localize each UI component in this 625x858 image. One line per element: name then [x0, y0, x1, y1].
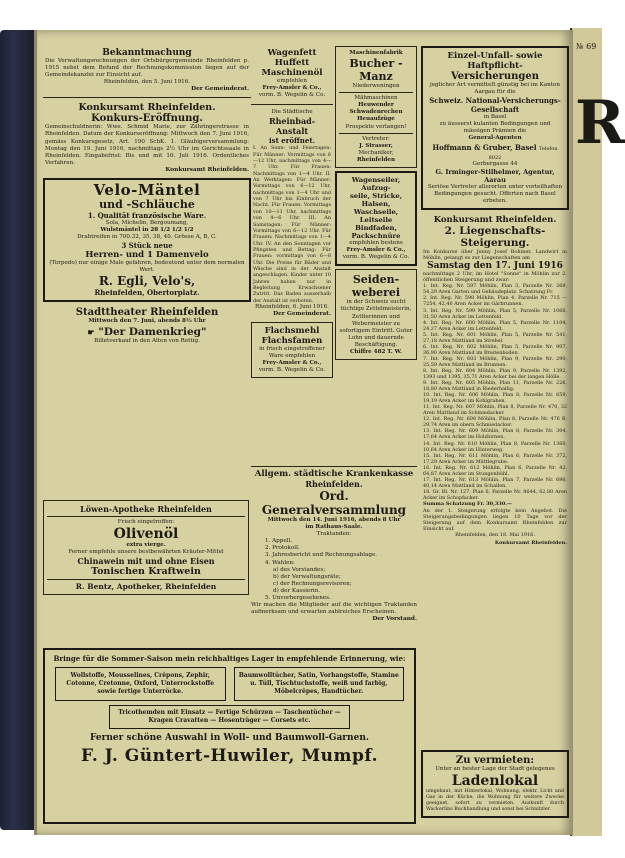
einzelunfall-text2: zu äusserst kulanten Bedingungen und mässigen Prämien die — [439, 121, 551, 135]
loewen-apotheke-advertisement — [43, 500, 249, 598]
bekanntmachung-notice — [43, 46, 251, 94]
bucher-item2: Schwadenrechen — [349, 109, 403, 116]
einzelunfall-company: Schweiz. National-Versicherungs-Gesellschaft — [429, 96, 561, 115]
bucher-name: Bucher - Manz — [349, 57, 403, 84]
agenda-item: 1. Appell. — [265, 538, 292, 545]
rheinbad-text: I. An Sonn- und Feiertagen: Für Männer: Vormittags von 6—12 Uhr, nachmittags von 4—7 Uhr. Für Frauen: Nachmittags von 1—4 Uhr. II. An Werktagen: Für Männer: Vormittags von 6—12 Uhr, nachmittags von 1—4 Uhr und von 7 Uhr bis Einbruch der Nacht. Für Frauen: Vormittags von 10—11 Uhr, nachmittags von 4—6 Uhr. III. An Samstagen: Für Männer: Vormittags von 6—12 Uhr. Für Frauen: Nachmittags von 1—4 Uhr. IV. An den Sonntagen vor Pfingsten und Bettag: Für Frauen: vormittags von 6—8 Uhr. Die Preise für Bäder und Wäsche sind in der Anstalt angeschlagen. Kinder unter 10 Jahren haben nur in Begleitung Erwachsener Zutritt. Das Baden ausserhalb der Anstalt ist verboten. — [253, 145, 331, 304]
bucher-agent-place: Rheinfelden — [356, 156, 396, 163]
rheinbad-date: Rheinfelden, 6. Juni 1916. — [255, 303, 329, 310]
bucher-manz-advertisement — [335, 46, 417, 168]
next-page-number: № 69 — [576, 42, 597, 51]
krankenkasse-note: Wir machen die Mitglieder auf die wichtigen Traktanden aufmerksam und erwarten zahlreiches Erscheinen. — [251, 602, 417, 616]
flachsmehl-company2: vorm. B. Wegelin & Co. — [258, 367, 326, 374]
liegenschaft-item: 16. Int. Reg. Nr. 612 Möhlin, Plan 6, Parzelle Nr. 42, 64,87 Aren Acker im Stungenbühl. — [423, 464, 567, 477]
loewen-title: Löwen-Apotheke Rheinfelden — [80, 504, 212, 514]
velo-herren-damen: Herren- und 1 Damenvelo — [85, 250, 209, 261]
velo-shop: R. Egli, Velo's, — [98, 274, 196, 289]
konkurs-text: Gemeinschuldnerin: Wwe. Schmid Marie, zur Zähringerstrasse in Rheinfelden. Datum der Konkurseröffnung: Mittwoch den 7. Juni 1916, gemäss Konkursgesetz, Art. 190 SchK. 1. Gläubigerversammlung: Montag den 19. Juni 1916, nachmittags 2½ Uhr im Gerichtssaale in Rheinfelden. Eingabefrist: Bis und mit 10. Juli 1916. Ordentliches Verfahren. — [45, 124, 249, 166]
bucher-agent-job: Mechaniker, — [358, 149, 394, 156]
vermieten-advertisement — [421, 750, 569, 821]
wagenseile-company: Frey-Amsler & Co., — [346, 247, 406, 254]
flachsmehl-text: in frisch eingetroffener Ware empfehlen — [259, 346, 325, 360]
agenda-item: a) des Vorstandes; — [273, 566, 326, 573]
einzelunfall-phone: Telefon 8022 — [488, 145, 558, 161]
einzelunfall-title2: Versicherungen — [450, 71, 540, 82]
liegenschaft-total — [423, 501, 567, 508]
bucher-place: Niederweningen — [352, 83, 400, 90]
notice-signature: Der Gemeinderat. — [191, 86, 249, 93]
notice-date: Rheinfelden, den 5. Juni 1916. — [103, 79, 191, 86]
notice-title: Bekanntmachung — [102, 48, 192, 58]
velo-title: Velo-Mäntel — [93, 180, 201, 199]
bucher-title: Maschinenfabrik — [349, 50, 403, 56]
liegenschaft-item: 8. Int. Reg. Nr. 604 Möhlin, Plan 9, Parzelle Nr. 1392, 1393 und 1395, 35,71 Aren Acker bei der langen Hölle. — [423, 367, 567, 381]
guentert-right-text: Baumwolltücher, Satin, Vorhangstoffe, Stamine u. Tüll, Tischtuchstoffe, weiß und farbig, Möbelcrêpes, Handtücher. — [238, 672, 399, 695]
column-2 — [251, 46, 333, 381]
krankenkasse-notice — [251, 464, 417, 622]
notice-text: Die Verwaltungsrechnungen der Ortsbürgergemeinde Rheinfelden p. 1915 nebst dem Befund der Rechnungskommission liegen auf der Gemeindekanzlei zur Einsicht auf. — [45, 58, 249, 79]
stadttheater-advertisement — [43, 305, 251, 346]
krankenkasse-location: im Rathaus-Saale. — [305, 524, 363, 531]
konkurs-eroeffnung-notice — [43, 100, 251, 175]
vermieten-title: Zu vermieten: — [455, 755, 535, 766]
seidenweberei-title2: weberei — [351, 286, 401, 300]
guentert-right-box — [234, 667, 405, 701]
guentert-left-box — [55, 667, 226, 701]
velo-brands: Sola, Michelin, Bergoumang, — [105, 219, 189, 226]
agenda-item: 3. Jahresbericht und Rechnungsablage. — [265, 552, 378, 559]
velo-stueck: 3 Stück neue — [121, 241, 173, 251]
loewen-sub: Frisch eingetroffen: — [117, 519, 175, 525]
liegenschaft-item: 13. Int. Reg. Nr. 609 Möhlin, Plan 8, Parzelle Nr. 304, 17,64 Aren Acker im Holzbirnen. — [423, 428, 567, 441]
column-3 — [335, 46, 417, 363]
column-1 — [43, 46, 251, 350]
einzelunfall-agent-name: Hoffmann & Gruber, Basel — [432, 142, 537, 152]
liegenschaft-header: Konkursamt Rheinfelden. — [433, 214, 557, 225]
loewen-chinawein: Chinawein mit und ohne Eisen — [77, 556, 215, 567]
agenda-item: c) der Rechnungsrevisoren; — [273, 580, 352, 587]
wagenseile-text2: seile, Stricke, Halsen, — [349, 192, 403, 209]
next-page-masthead-letter: R — [575, 88, 625, 158]
liegenschaft-date-place: Rheinfelden, den 18. Mai 1916. — [455, 532, 535, 539]
velo-advertisement — [43, 178, 251, 302]
wagenseile-advertisement — [335, 171, 417, 266]
stadttheater-play — [45, 326, 249, 338]
velo-sizes: Wulstmäntel in 28 1/2 1/2 1/2 — [100, 227, 194, 234]
loewen-quality: extra vierge. — [126, 542, 166, 549]
liegenschaft-item: 6. Int. Reg. Nr. 602 Möhlin, Plan 5, Parzelle Nr. 907, 36,90 Aren Mattland im Breitenboden. — [423, 343, 567, 356]
rheinbad-intro: Die Städtische — [271, 109, 313, 116]
krankenkasse-title: Allgem. städtische Krankenkasse — [254, 469, 414, 479]
seidenweberei-contact: Chiffre 482 T. W. — [349, 348, 402, 355]
krankenkasse-event: Ord. Generalversammlung — [261, 489, 407, 517]
velo-quality: 1. Qualität französische Ware. — [87, 210, 207, 220]
stadttheater-note: Billetverkauf in den Alten von Rettig. — [94, 337, 200, 344]
loewen-text: Ferner empfehle unsere bestbewährten Kräuter-Mittel — [68, 549, 224, 556]
krankenkasse-signature: Der Vorstand. — [372, 616, 417, 623]
wagenseile-text4: Leitseile — [359, 216, 393, 225]
vermieten-sub: Unter an bester Lage der Stadt gelegenes — [435, 766, 555, 772]
vermieten-main: Ladenlokal — [451, 773, 539, 790]
wagenseile-text5: Bindfaden, Packschnüre — [351, 224, 401, 241]
liegenschaft-item: 5. Int. Reg. Nr. 601 Möhlin, Plan 5, Parzelle Nr. 541, 27,18 Aren Mattland im Strebel. — [423, 331, 567, 344]
flachsmehl-title1: Flachsmehl — [264, 326, 320, 337]
krankenkasse-date: Mittwoch den 14. Juni 1916, abends 8 Uhr — [267, 517, 401, 523]
liegenschaft-item: 10. Int. Reg. Nr. 606 Möhlin, Plan 8, Parzelle Nr. 659, 19,19 Aren Acker im Kohlgraben. — [423, 392, 567, 405]
guentert-company: F. J. Güntert-Huwiler, Mumpf. — [80, 746, 379, 766]
einzelunfall-subagent: G. Irminger-Stilhelmer, Agentur, Aarau — [435, 167, 555, 184]
bucher-note: Prospekte verlangen! — [345, 123, 407, 130]
liegenschaft-item: 12. Int. Reg. Nr. 608 Möhlin, Plan 8, Parzelle Nr. 476 B, 29,74 Aren im obern Schmiedacker. — [423, 416, 567, 429]
liegenschaft-total-label: Summa Schatzung — [423, 501, 476, 507]
liegenschaft-item: 11. Int. Reg. Nr. 607 Möhlin, Plan 8, Parzelle Nr. 470, 32 Aren Mattland im Schmiedacker. — [423, 404, 567, 417]
liegenschaft-item: 17. Int. Reg. Nr. 613 Möhlin, Plan 7, Parzelle Nr. 696, 40,14 Aren Mattland im Schallen. — [423, 476, 567, 489]
wagenfett-title3: Maschinenöl — [261, 68, 323, 78]
guentert-more: Ferner schöne Auswahl in Woll- und Baumwoll-Garnen. — [90, 733, 369, 743]
guentert-left-text: Wollstoffe, Mousselines, Crêpons, Zephir, Cotonne, Cretonne, Oxford, Unterrockstoffe sowie fertige Unterröcke. — [66, 672, 215, 695]
liegenschaft-item: 1. Int. Reg. Nr. 597 Möhlin, Plan 3, Parzelle Nr. 269, 54,29 Aren Garten und Gebäudeplatz. Schatzung Fr. — [423, 283, 567, 296]
velo-subtitle: und -Schläuche — [99, 197, 195, 211]
book-spine — [0, 30, 34, 830]
liegenschaft-date-detail: nachmittags 2 Uhr, im Hotel "Sonne" in Möhlin zur 2. öffentlichen Steigerung und zwar: — [423, 271, 567, 284]
rheinbad-notice — [251, 107, 333, 319]
konkurs-subtitle: Konkurs-Eröffnung. — [91, 113, 203, 125]
wagenseile-company2: vorm. B. Wegelin & Co. — [342, 254, 410, 261]
wagenfett-title2: Huffett — [274, 58, 310, 68]
liegenschaft-notice — [421, 213, 569, 548]
wagenfett-advertisement — [251, 46, 333, 101]
einzelunfall-note: Seriöse Vertreter allerorten unter vorteilhaften Bedingungen gesucht. Offerten nach Basel erbeten. — [427, 183, 563, 204]
liegenschaft-item: 2. Int. Reg. Nr. 598 Möhlin, Plan 4, Parzelle Nr. 715 — 7254, 42,40 Aren Acker im Gärbrunnen. — [423, 295, 567, 308]
wagenfett-title1: Wagenfett — [267, 48, 317, 58]
krankenkasse-agenda-list — [251, 538, 417, 602]
agenda-item: d) der Kassierin. — [273, 587, 321, 594]
stadttheater-date: Mittwoch den 7. Juni, abends 8½ Uhr — [88, 318, 206, 325]
stadttheater-play-title: "Der Damenkrieg" — [98, 325, 207, 338]
velo-torpedo: (Torpedo) nur einige Male gefahren, bedeutend unter dem normalen Wert. — [49, 260, 245, 274]
seidenweberei-title: Seiden- — [352, 273, 400, 287]
konkurs-signature: Konkursamt Rheinfelden. — [165, 166, 249, 173]
rheinbad-title: Rheinbad-Anstalt — [268, 116, 316, 137]
krankenkasse-title2: Rheinfelden. — [305, 479, 363, 489]
liegenschaft-signature: Konkursamt Rheinfelden. — [494, 539, 567, 546]
agenda-item: 2. Protokoll. — [265, 545, 300, 552]
agenda-item: b) der Verwaltungsräte; — [273, 573, 341, 580]
guentert-advertisement — [43, 648, 416, 824]
wagenseile-text1: Wagenseiler, Aufzug- — [351, 176, 401, 193]
liegenschaft-footer: An der 1. Steigerung erfolgte kein Angebot. Die Steigerungsbedingungen liegen 10 Tage vor der Steigerung auf dem Konkursamt Rheinfelden zur Einsicht auf. — [423, 508, 567, 533]
wagenfett-company2: vorm. B. Wegelin & Co. — [258, 92, 326, 99]
agenda-item: 4. Wahlen: — [265, 559, 295, 566]
liegenschaft-intro: Im Konkurse über Jenny Josef Bohmer, Landwirt in Möhlin, gelangt es zur Liegenschaften am — [423, 248, 567, 262]
liegenschaft-item: 18. Gr. Bl. Nr. 127, Plan 6, Parzelle Nr. 8644, 62,80 Aren Acker im Schopfacker. — [423, 488, 567, 501]
agenda-item: 5. Unvorhergesehenes. — [265, 595, 331, 602]
liegenschaft-item: 14. Int. Reg. Nr. 610 Möhlin, Plan 8, Parzelle Nr. 1360, 10,64 Aren Acker im Hinterweg. — [423, 440, 567, 453]
liegenschaft-title: 2. Liegenschafts-Steigerung. — [444, 224, 546, 249]
seidenweberei-advertisement — [335, 269, 417, 360]
einzelunfall-agent-title: General-Agenten — [468, 135, 522, 142]
velo-drahtreifen: Drahtreifen in 700.32, 35, 38, 40. Grösse A, B, C. — [77, 234, 217, 241]
liegenschaft-total-value: Fr. 30,330.— — [477, 501, 513, 507]
seidenweberei-text: in der Schweiz sucht tüchtige Zettelmeisterin, Zettlerinnen und Webermeister zu sofortigem Eintritt. Guter Lohn und dauernde Beschäftigung. — [339, 299, 413, 348]
liegenschaft-date: Samstag den 17. Juni 1916 — [427, 261, 563, 272]
liegenschaft-item: 4. Int. Reg. Nr. 600 Möhlin, Plan 5, Parzelle Nr. 1104, 24,27 Aren Acker im Lettenfeld. — [423, 319, 567, 332]
wagenseile-sub: empfehlen bestens — [349, 240, 403, 247]
liegenschaft-item: 7. Int. Reg. Nr. 603 Möhlin, Plan 9, Parzelle Nr. 290, 25,59 Aren Mattland im Brunnen. — [423, 355, 567, 368]
flachsmehl-company: Frey-Amsler & Co., — [262, 360, 322, 367]
rheinbad-signature: Der Gemeinderat. — [273, 311, 331, 318]
newspaper-page — [34, 30, 573, 835]
liegenschaft-item: 9. Int. Reg. Nr. 605 Möhlin, Plan 11, Parzelle Nr. 226, 18,80 Aren Mattland in Riederhallig. — [423, 380, 567, 393]
wagenfett-sub: empfehlen — [277, 78, 307, 84]
bucher-agent-label: Vertreter: — [362, 135, 390, 142]
loewen-kraftwein: Tonischen Kraftwein — [91, 566, 201, 578]
bucher-sub: Mähmaschinen — [354, 95, 398, 102]
bucher-item3: Heuaufzüge — [357, 116, 395, 123]
konkursamt-title: Konkursamt Rheinfelden. — [78, 102, 216, 114]
flachsmehl-advertisement — [251, 322, 333, 378]
bucher-item1: Heuwender — [358, 102, 394, 109]
einzelunfall-address: Gerbergasse 44 — [472, 160, 518, 167]
bucher-agent: J. Strasser, — [359, 142, 393, 149]
guentert-tricot-box — [109, 705, 350, 729]
liegenschaft-item: 3. Int. Reg. Nr. 599 Möhlin, Plan 5, Parzelle Nr. 1066, 31,50 Aren Acker im Lettenfeld. — [423, 307, 567, 320]
velo-shop-address: Rheinfelden, Obertorplatz. — [94, 288, 200, 298]
einzelunfall-agent — [426, 143, 564, 161]
guentert-boxes — [55, 667, 404, 701]
rheinbad-status: ist eröffnet. — [268, 136, 316, 146]
flachsmehl-title2: Flachsfamen — [261, 336, 323, 347]
einzelunfall-title: Einzel-Unfall- sowie Haftpflicht- — [447, 51, 543, 71]
loewen-owner: R. Bentz, Apotheker, Rheinfelden — [75, 582, 217, 592]
einzelunfall-advertisement — [421, 46, 569, 210]
guentert-intro: Bringe für die Sommer-Saison mein reichhaltiges Lager in empfehlende Erinnerung, wie: — [53, 654, 406, 663]
krankenkasse-agenda-title: Traktanden: — [316, 531, 352, 538]
einzelunfall-text1: jeglicher Art vermittelt günstig bei im Kanton Aargau für die — [429, 82, 561, 96]
loewen-product: Olivenöl — [113, 526, 179, 543]
column-4 — [421, 46, 569, 551]
liegenschaft-item-list — [423, 283, 567, 501]
wagenseile-text3: Waschseile, — [353, 208, 399, 217]
vermieten-text: umgebaut, mit Hinterlokal, Wohnung, elektr. Licht und Gas in der Küche, die Wohnung für weitere Zwecke geeignet, sofort zu vermieten. Auskunft durch Wackerlins Buchhandlung und sonst bei Schnitzler. — [426, 789, 564, 812]
wagenfett-company: Frey-Amsler & Co., — [262, 85, 322, 92]
einzelunfall-place: in Basel — [483, 114, 507, 121]
next-page-edge — [570, 28, 625, 836]
guentert-tricot-text: Tricothemden mit Einsatz — Fertige Schürzen — Taschentücher — Kragen Cravatten — Hosenträger — Corsets etc. — [118, 709, 341, 724]
pointing-hand-icon: ☛ — [87, 326, 95, 337]
stadttheater-title: Stadttheater Rheinfelden — [75, 307, 219, 319]
liegenschaft-item: 15. Int. Reg. Nr. 611 Möhlin, Plan 6, Parzelle Nr. 372, 17,29 Aren Acker im Mättlegrube. — [423, 452, 567, 465]
